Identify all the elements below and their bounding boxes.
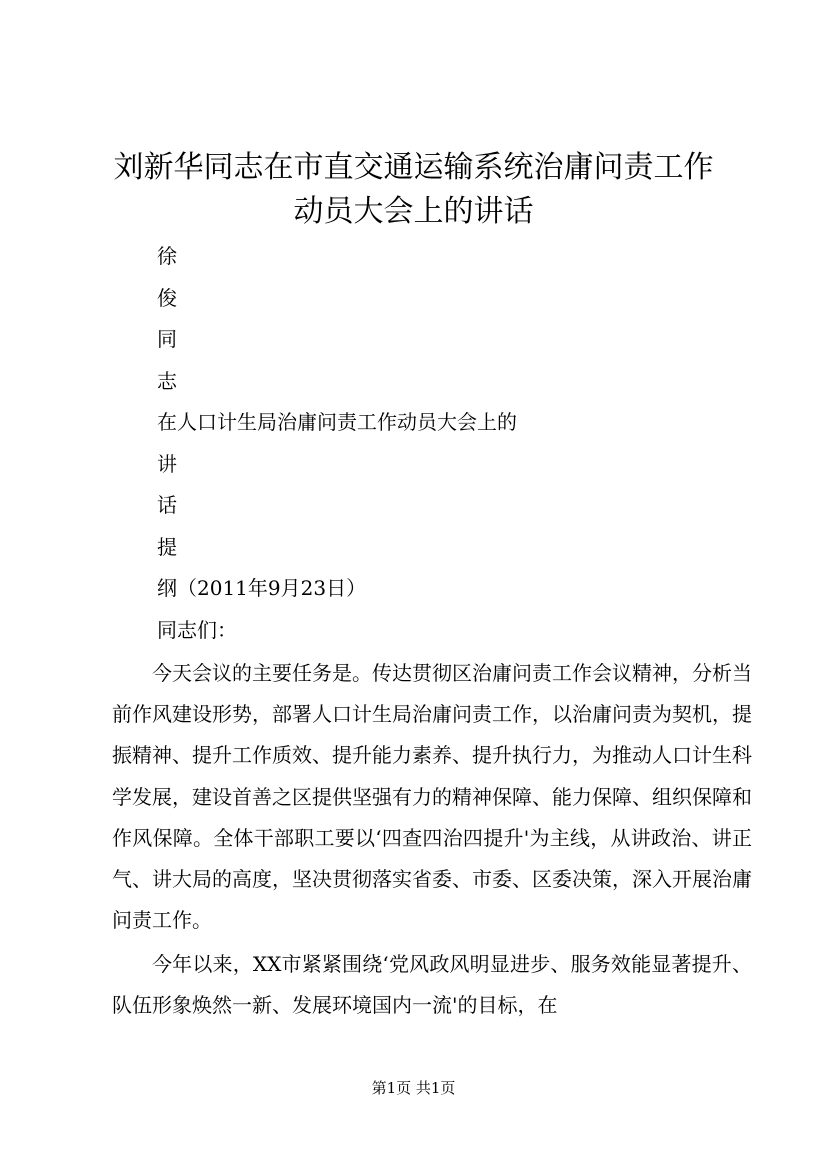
text-line: 话 xyxy=(157,493,177,517)
text-line: 志 xyxy=(157,369,177,393)
page-footer: 第1页 共1页 xyxy=(371,1079,456,1097)
salutation: 同志们： xyxy=(157,618,237,642)
document-title-line-1: 刘新华同志在市直交通运输系统治庸问责工作 xyxy=(113,150,714,185)
text-line: 纲（2011年9月23日） xyxy=(157,576,367,600)
body-paragraph-1: 今天会议的主要任务是。传达贯彻区治庸问责工作会议精神，分析当前作风建设形势，部署人口计生局治庸问责工作，以治庸问责为契机，提振精神、提升工作质效、提升能力素养、提升执行力，为推动人口计生科学发展，建设首善之区提供坚强有力的精神保障、能力保障、组织保障和作风保障。全体干部职工要以‘四查四治四提升'为主线，从讲政治、讲正气、讲大局的高度，坚决贯彻落实省委、市委、区委决策，深入开展治庸问责工作。 xyxy=(112,661,752,933)
text-line: 提 xyxy=(157,535,177,559)
document-title-line-2: 动员大会上的讲话 xyxy=(293,194,534,229)
text-line: 在人口计生局治庸问责工作动员大会上的 xyxy=(157,410,517,434)
text-line: 俊 xyxy=(157,286,177,310)
text-line: 讲 xyxy=(157,452,177,476)
text-line: 徐 xyxy=(157,244,177,268)
body-paragraph-2: 今年以来，XX市紧紧围绕‘党风政风明显进步、服务效能显著提升、队伍形象焕然一新、发展环境国内一流'的目标，在 xyxy=(112,952,752,1018)
text-line: 同 xyxy=(157,327,177,351)
